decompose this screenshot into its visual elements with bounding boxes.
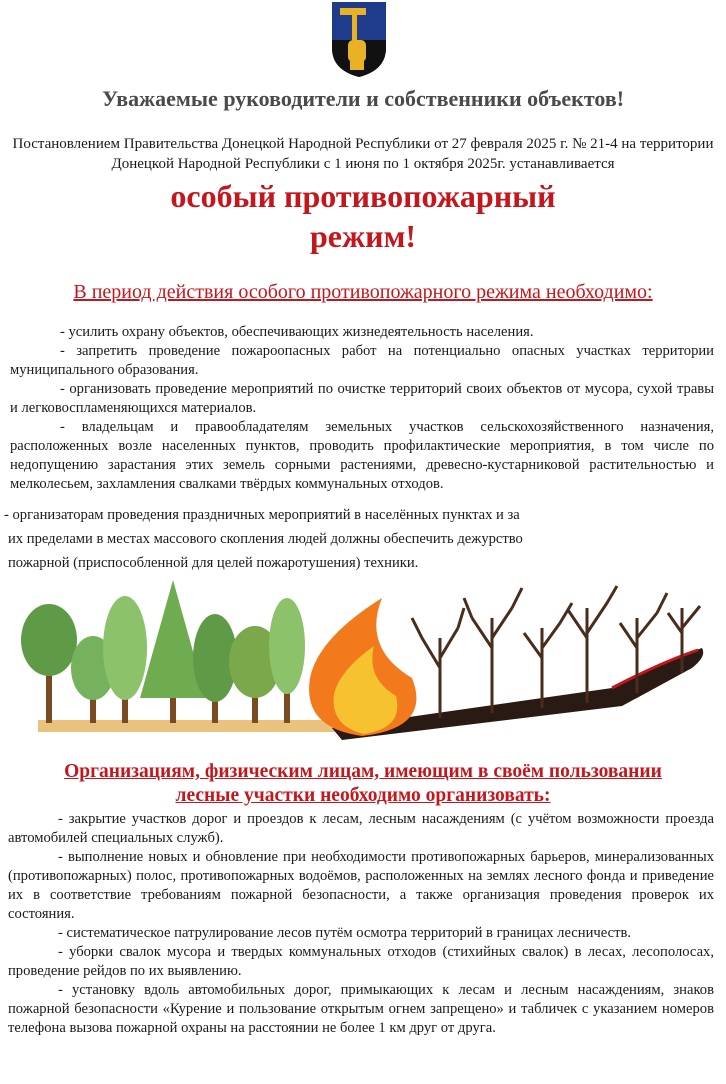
organizers-line-3: пожарной (приспособленной для целей пожаротушения) техники. [8,555,419,571]
regime-line-1: особый противопожарный [170,178,556,214]
list-item: - усилить охрану объектов, обеспечивающих жизнедеятельность населения. [60,324,534,340]
organizers-line-1: - организаторам проведения праздничных мероприятий в населённых пунктах и за [4,507,520,523]
regime-headline [0,176,726,256]
measures-list [10,323,714,494]
organizers-line-2: их пределами в местах массового скопления людей должны обеспечить дежурство [8,531,523,547]
forest-fire-illustration [12,578,712,750]
section-subtitle: В период действия особого противопожарного режима необходимо: [73,281,653,303]
list-item: - владельцам и правообладателям земельных участков сельскохозяйственного назначения, расположенных возле населенных пунктов, проводить профилактические мероприятия, в том числе по недопущению зарастания этих земель сорными растениями, древесно-кустарниковой растительностью и мелколесьем, захламления свалками твёрдых коммунальных отходов. [10,419,714,492]
list-item: - систематическое патрулирование лесов путём осмотра территорий в границах лесничеств. [58,925,631,941]
intro-text: Постановлением Правительства Донецкой Народной Республики от 27 февраля 2025 г. № 21-4 на территории Донецкой Народной Республики с 1 июня по 1 октября 2025г. устанавливается [12,136,714,172]
list-item: - закрытие участков дорог и проездов к лесам, лесным насаждениям (с учётом возможности проезда автомобилей специальных служб). [8,811,714,846]
list-item: - выполнение новых и обновление при необходимости противопожарных барьеров, минерализованных (противопожарных) полос, противопожарных водоёмов, расположенных на землях лесного фонда и приведение их в соответствие требованиям пожарной безопасности, а также организация проведения проверок их состояния. [8,849,714,922]
list-item: - установку вдоль автомобильных дорог, примыкающих к лесам и лесным насаждениям, знаков пожарной безопасности «Курение и пользование открытым огнем запрещено» и табличек с указанием номеров телефона вызова пожарной охраны на расстоянии не более 1 км друг от друга. [8,982,714,1036]
organizers-paragraph [4,503,714,575]
list-item: - запретить проведение пожароопасных работ на потенциально опасных участках территории муниципального образования. [10,343,714,378]
regime-line-2: режим! [309,218,417,254]
page-title: Уважаемые руководители и собственники объектов! [101,86,625,111]
coat-of-arms-icon [330,0,388,78]
list-item: - уборки свалок мусора и твердых коммунальных отходов (стихийных свалок) в лесах, лесополосах, проведение рейдов по их выявлению. [8,944,714,979]
section2-title-line-1: Организациям, физическим лицам, имеющим в своём пользовании [64,761,662,782]
list-item: - организовать проведение мероприятий по очистке территорий своих объектов от мусора, сухой травы и легковоспламеняющихся материалов. [10,381,714,416]
section2-list [8,810,714,1038]
section2-title [0,760,726,808]
section2-title-line-2: лесные участки необходимо организовать: [175,785,551,806]
